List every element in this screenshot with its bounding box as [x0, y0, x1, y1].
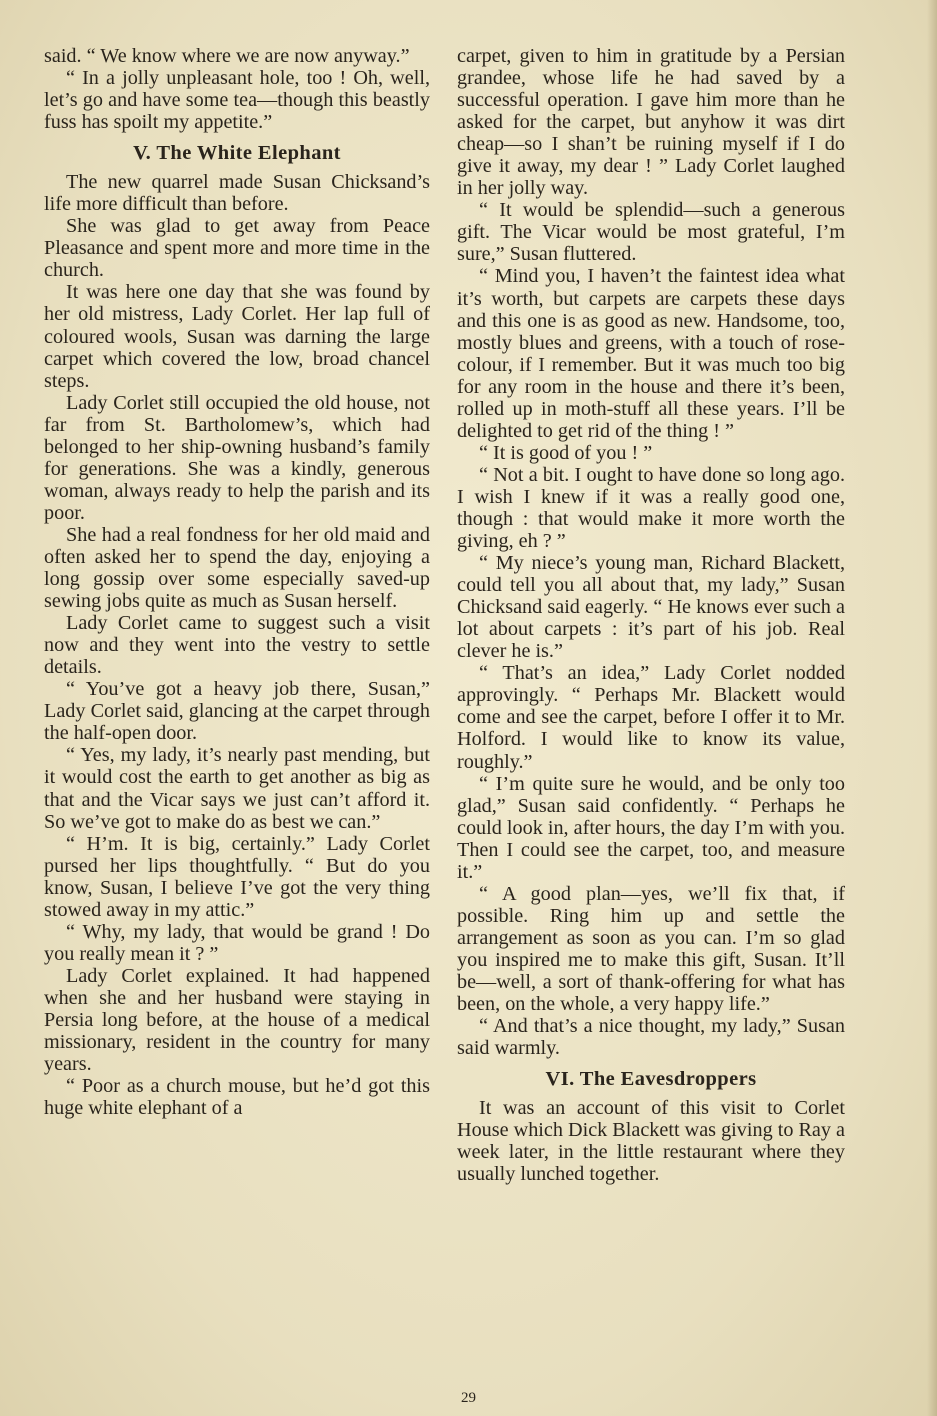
- paragraph: She had a real fondness for her old maid and often asked her to spend the day, enjoying a long gossip over some especially saved-up sewing jobs quite as much as Susan herself.: [44, 523, 430, 613]
- paragraph: “ Mind you, I haven’t the faintest idea what it’s worth, but carpets are carpets these days and this one is as good as new. Handsome, too, mostly blues and greens, with a touch of rose-colour, if I remember. But it was much too big for any room in the house and there it’s been, rolled up in moth-stuff all these years. I’ll be delighted to get rid of the thing ! ”: [457, 265, 845, 442]
- right-column: [457, 45, 845, 1185]
- paragraph: “ It is good of you ! ”: [479, 441, 653, 464]
- paragraph: Lady Corlet explained. It had happened when she and her husband were staying in Persia long before, at the house of a medical missionary, resident in the country for many years.: [44, 964, 430, 1076]
- paragraph: It was an account of this visit to Corlet House which Dick Blackett was giving to Ray a week later, in the little restaurant where they usually lunched together.: [457, 1097, 845, 1186]
- paragraph: “ It would be splendid—such a generous gift. The Vicar would be most grateful, I’m sure,” Susan fluttered.: [457, 199, 845, 266]
- paragraph: carpet, given to him in gratitude by a Persian grandee, whose life he had saved by a successful operation. I gave him more than he asked for the carpet, but anyhow it was dirt cheap—so I shan’t be ruining myself if I do give it away, my dear ! ” Lady Corlet laughed in her jolly way.: [457, 45, 845, 200]
- paragraph: The new quarrel made Susan Chicksand’s life more difficult than before.: [44, 171, 430, 216]
- section-heading: V. The White Elephant: [133, 142, 341, 165]
- paragraph: Lady Corlet came to suggest such a visit now and they went into the vestry to settle details.: [44, 612, 430, 679]
- paragraph: “ And that’s a nice thought, my lady,” Susan said warmly.: [457, 1015, 845, 1060]
- section-heading: VI. The Eavesdroppers: [545, 1068, 757, 1091]
- page-edge: [927, 0, 937, 1416]
- paragraph: “ You’ve got a heavy job there, Susan,” Lady Corlet said, glancing at the carpet through the half-open door.: [44, 678, 430, 745]
- left-column: [44, 45, 430, 1119]
- paragraph: Lady Corlet still occupied the old house, not far from St. Bartholomew’s, which had belonged to her ship-owning husband’s family for generations. She was a kindly, generous woman, always ready to help the parish and its poor.: [44, 391, 430, 524]
- paragraph: said. “ We know where we are now anyway.”: [44, 45, 410, 67]
- paragraph: “ In a jolly unpleasant hole, too ! Oh, well, let’s go and have some tea—though this beastly fuss has spoilt my appetite.”: [44, 67, 430, 134]
- paragraph: “ H’m. It is big, certainly.” Lady Corlet pursed her lips thoughtfully. “ But do you know, Susan, I believe I’ve got the very thing stowed away in my attic.”: [44, 832, 430, 921]
- paragraph: “ That’s an idea,” Lady Corlet nodded approvingly. “ Perhaps Mr. Blackett would come and see the carpet, before I offer it to Mr. Holford. I would like to know its value, roughly.”: [457, 662, 845, 773]
- paragraph: “ A good plan—yes, we’ll fix that, if possible. Ring him up and settle the arrangement as soon as you can. I’m so glad you inspired me to make this gift, Susan. It’ll be—well, a sort of thank-offering for what has been, on the whole, a very happy life.”: [457, 882, 845, 1016]
- paragraph: “ Yes, my lady, it’s nearly past mending, but it would cost the earth to get another as big as that and the Vicar says we just can’t afford it. So we’ve got to make do as best we can.”: [44, 744, 430, 833]
- paragraph: “ My niece’s young man, Richard Blackett, could tell you all about that, my lady,” Susan Chicksand said eagerly. “ He knows ever such a lot about carpets : it’s part of his job. Real clever he is.”: [457, 552, 845, 663]
- page-number: 29: [461, 1390, 476, 1406]
- paragraph: “ Why, my lady, that would be grand ! Do you really mean it ? ”: [44, 920, 430, 965]
- paragraph: She was glad to get away from Peace Pleasance and spent more and more time in the church.: [44, 215, 430, 282]
- paragraph: “ Not a bit. I ought to have done so long ago. I wish I knew if it was a really good one, though : that would make it more worth the giving, eh ? ”: [457, 463, 845, 553]
- paragraph: “ Poor as a church mouse, but he’d got this huge white elephant of a: [44, 1075, 430, 1120]
- paragraph: It was here one day that she was found by her old mistress, Lady Corlet. Her lap full of coloured wools, Susan was darning the large carpet which covered the low, broad chancel steps.: [44, 281, 430, 392]
- paragraph: “ I’m quite sure he would, and be only too glad,” Susan said confidently. “ Perhaps he could look in, after hours, the day I’m with you. Then I could see the carpet, too, and measure it.”: [457, 772, 845, 883]
